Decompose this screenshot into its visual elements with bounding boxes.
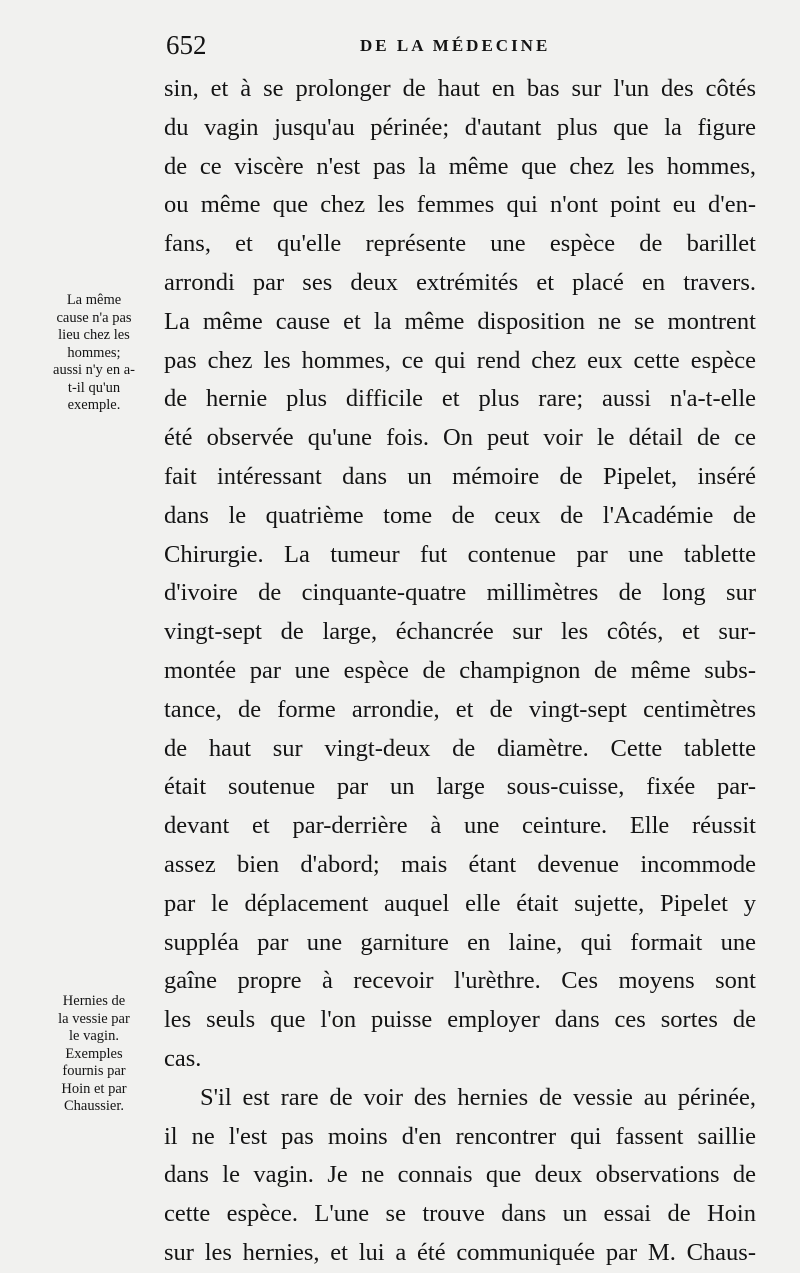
text-line: sur les hernies, et lui a été communiquée par M. Chaus- xyxy=(164,1238,756,1266)
text-line: arrondi par ses deux extrémités et placé en travers. xyxy=(164,268,756,296)
text-line: de haut sur vingt-deux de diamètre. Cette tablette xyxy=(164,734,756,762)
text-line: Chirurgie. La tumeur fut contenue par une tablette xyxy=(164,540,756,568)
text-line: assez bien d'abord; mais étant devenue incommode xyxy=(164,850,756,878)
text-line: de ce viscère n'est pas la même que chez les hommes, xyxy=(164,152,756,180)
text-line: fait intéressant dans un mémoire de Pipelet, inséré xyxy=(164,462,756,490)
margin-note-line: lieu chez les xyxy=(58,327,130,343)
running-title: DE LA MÉDECINE xyxy=(360,36,551,55)
text-line: par le déplacement auquel elle était sujette, Pipelet y xyxy=(164,889,756,917)
margin-note-line: la vessie par xyxy=(58,1010,130,1027)
margin-note-line: Exemples xyxy=(65,1045,123,1062)
body-text xyxy=(164,70,756,1273)
text-line: S'il est rare de voir des hernies de vessie au périnée, xyxy=(200,1083,756,1111)
text-line: été observée qu'une fois. On peut voir le détail de ce xyxy=(164,424,756,452)
text-line: pas chez les hommes, ce qui rend chez eux cette espèce xyxy=(164,346,756,374)
margin-note-line: cause n'a pas xyxy=(56,309,132,326)
page-header xyxy=(160,30,760,64)
margin-note-line: La même xyxy=(66,292,122,308)
text-line: suppléa par une garniture en laine, qui formait une xyxy=(164,928,756,956)
text-line: d'ivoire de cinquante-quatre millimètres de long sur xyxy=(164,579,756,607)
margin-note-bladder-hernias xyxy=(30,993,158,1116)
text-line: vingt-sept de large, échancrée sur les côtés, et sur- xyxy=(164,618,756,646)
margin-note-line: Hoin et par xyxy=(61,1080,127,1097)
margin-note-line: aussi n'y en a- xyxy=(53,362,135,378)
margin-note-line: Hernies de xyxy=(62,993,126,1009)
text-line: les seuls que l'on puisse employer dans ces sortes de xyxy=(164,1006,756,1034)
margin-note-line: Chaussier. xyxy=(63,1098,124,1114)
margin-note-line: hommes; xyxy=(67,344,121,361)
margin-note-line: t-il qu'un xyxy=(67,379,121,396)
text-line: de hernie plus difficile et plus rare; aussi n'a-t-elle xyxy=(164,385,756,413)
text-line: fans, et qu'elle représente une espèce de barillet xyxy=(164,230,756,258)
text-line: dans le quatrième tome de ceux de l'Académie de xyxy=(164,501,756,529)
text-line: gaîne propre à recevoir l'urèthre. Ces moyens sont xyxy=(164,967,756,995)
text-line: il ne l'est pas moins d'en rencontrer qui fassent saillie xyxy=(164,1122,756,1150)
margin-note-line: exemple. xyxy=(67,397,121,413)
text-line: devant et par-derrière à une ceinture. Elle réussit xyxy=(164,812,756,840)
text-line: cas. xyxy=(164,1044,202,1072)
text-line: montée par une espèce de champignon de même subs- xyxy=(164,656,756,684)
margin-note-line: fournis par xyxy=(62,1063,126,1079)
margin-note-line: le vagin. xyxy=(69,1028,119,1044)
text-line: La même cause et la même disposition ne se montrent xyxy=(164,307,756,335)
margin-note-same-cause xyxy=(30,292,158,415)
text-line: ou même que chez les femmes qui n'ont point eu d'en- xyxy=(164,191,756,219)
text-line: sin, et à se prolonger de haut en bas sur l'un des côtés xyxy=(164,75,756,102)
text-line: du vagin jusqu'au périnée; d'autant plus que la figure xyxy=(164,113,756,141)
text-line: cette espèce. L'une se trouve dans un essai de Hoin xyxy=(164,1200,756,1228)
text-line: tance, de forme arrondie, et de vingt-sept centimètres xyxy=(164,695,756,723)
text-line: dans le vagin. Je ne connais que deux observations de xyxy=(164,1161,756,1189)
text-line: était soutenue par un large sous-cuisse, fixée par- xyxy=(164,773,756,801)
page-number: 652 xyxy=(166,30,207,60)
